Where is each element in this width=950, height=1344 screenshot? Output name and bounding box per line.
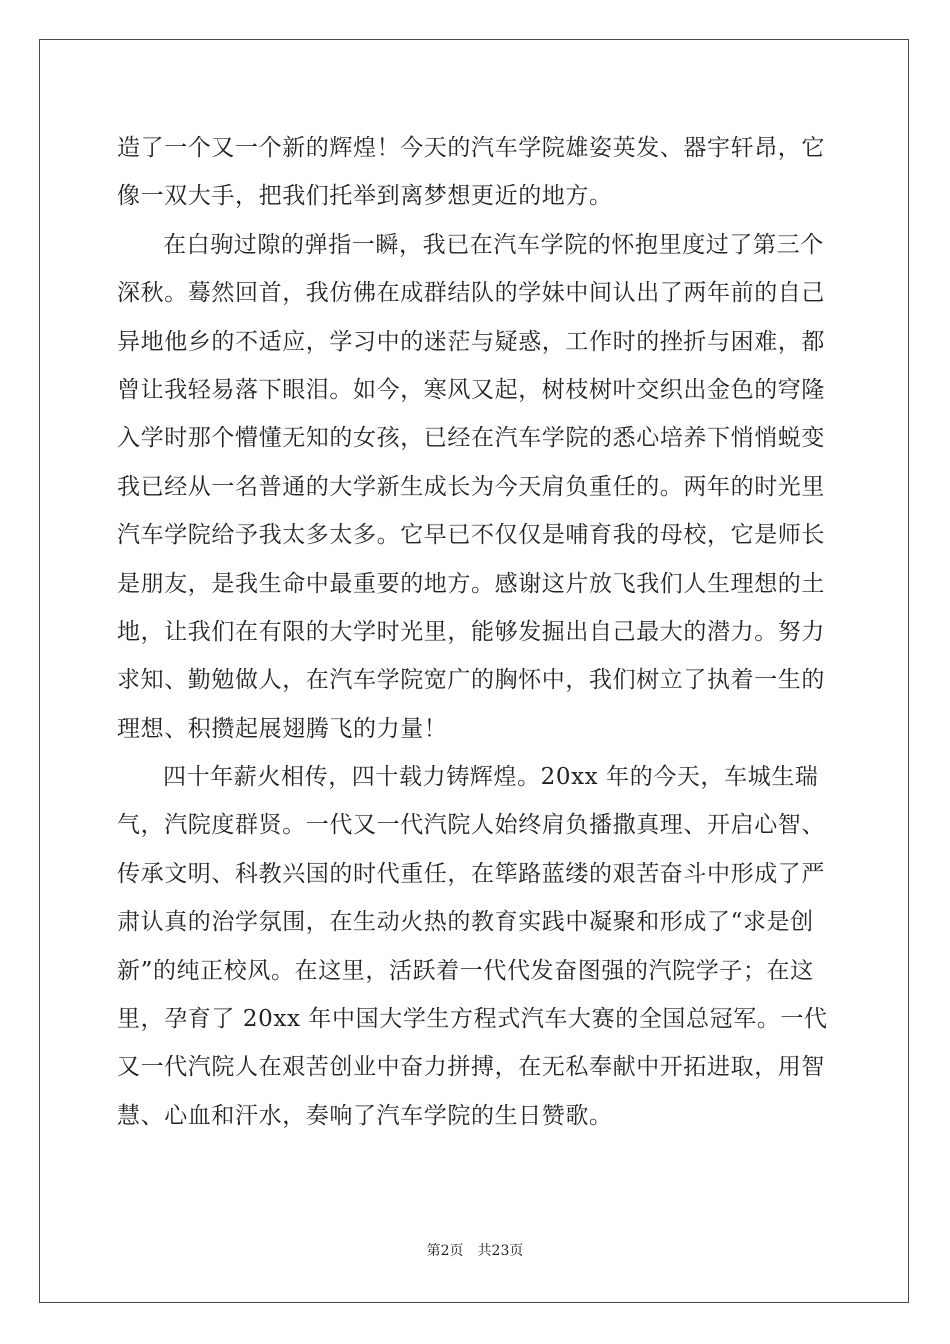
- text-line: 是朋友，是我生命中最重要的地方。感谢这片放飞我们人生理想的土: [117, 570, 825, 597]
- text-line: 地，让我们在有限的大学时光里，能够发掘出自己最大的潜力。努力: [117, 618, 825, 645]
- text-line: 新”的纯正校风。在这里，活跃着一代代发奋图强的汽院学子；在这: [117, 957, 814, 984]
- text-line: 在白驹过隙的弹指一瞬，我已在汽车学院的怀抱里度过了第三个: [163, 231, 824, 258]
- text-line: 里，孕育了 20xx 年中国大学生方程式汽车大赛的全国总冠军。一代: [117, 1006, 828, 1033]
- page-number-footer: 第2页 共23页: [426, 1243, 524, 1259]
- paragraph: [117, 221, 833, 753]
- text-line: 又一代汽院人在艰苦创业中奋力拼搏，在无私奉献中开拓进取，用智: [117, 1054, 825, 1081]
- text-line: 像一双大手，把我们托举到离梦想更近的地方。: [117, 183, 613, 210]
- document-body: [117, 124, 833, 1140]
- text-line: 深秋。蓦然回首，我仿佛在成群结队的学妹中间认出了两年前的自己: [117, 280, 825, 307]
- text-line: 传承文明、科教兴国的时代重任，在筚路蓝缕的艰苦奋斗中形成了严: [117, 860, 825, 887]
- text-line: 造了一个又一个新的辉煌！今天的汽车学院雄姿英发、器宇轩昂，它: [117, 135, 825, 161]
- text-line: 慧、心血和汗水，奏响了汽车学院的生日赞歌。: [117, 1102, 613, 1129]
- paragraph: [117, 124, 833, 221]
- text-line: 气，汽院度群贤。一代又一代汽院人始终肩负播撒真理、开启心智、: [117, 812, 825, 839]
- text-line: 入学时那个懵懂无知的女孩，已经在汽车学院的悉心培养下悄悄蜕变: [117, 425, 825, 452]
- paragraph: [117, 753, 833, 1140]
- text-line: 我已经从一名普通的大学新生成长为今天肩负重任的。两年的时光里: [117, 473, 825, 500]
- text-line: 肃认真的治学氛围，在生动火热的教育实践中凝聚和形成了“求是创: [117, 909, 814, 936]
- text-line: 理想、积攒起展翅腾飞的力量！: [117, 715, 448, 742]
- text-line: 汽车学院给予我太多太多。它早已不仅仅是哺育我的母校，它是师长: [117, 522, 825, 549]
- text-line: 异地他乡的不适应，学习中的迷茫与疑惑，工作时的挫折与困难，都: [117, 328, 825, 355]
- text-line: 四十年薪火相传，四十载力铸辉煌。20xx 年的今天，车城生瑞: [163, 764, 819, 791]
- text-line: 求知、勤勉做人，在汽车学院宽广的胸怀中，我们树立了执着一生的: [117, 667, 825, 694]
- text-line: 曾让我轻易落下眼泪。如今，寒风又起，树枝树叶交织出金色的穹隆: [117, 376, 825, 403]
